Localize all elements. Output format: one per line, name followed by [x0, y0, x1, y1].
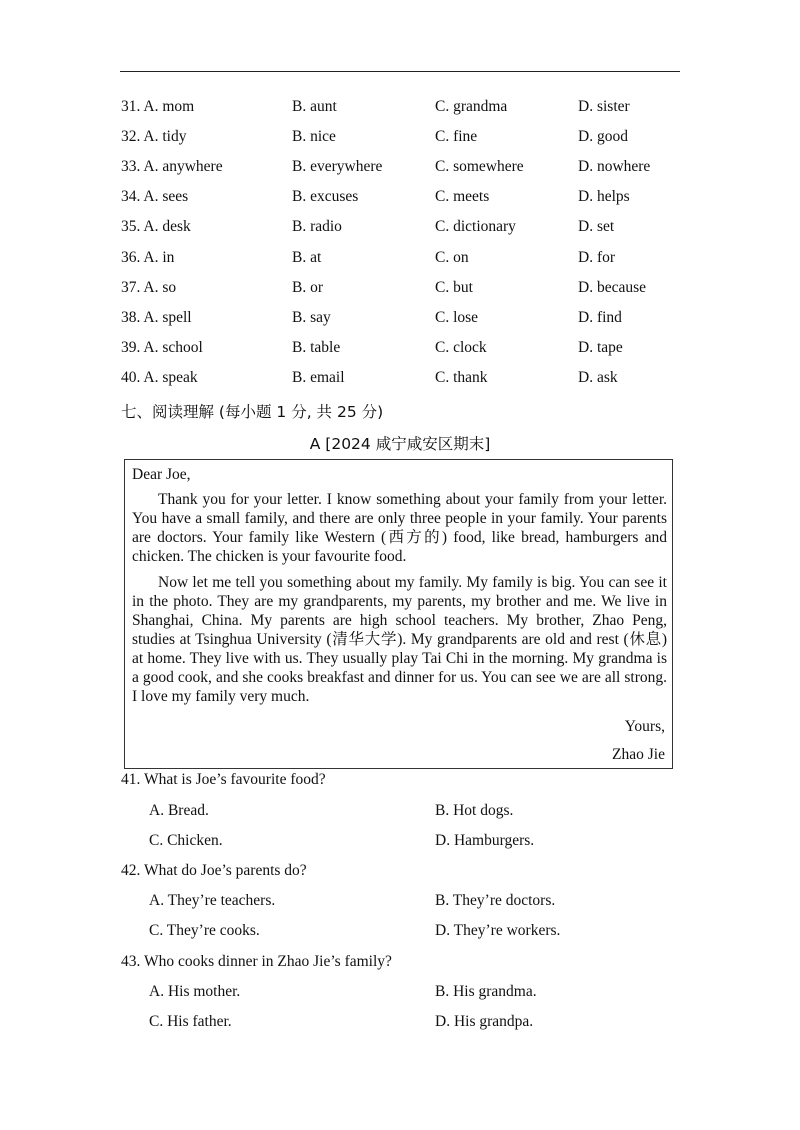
option-c: C. dictionary: [435, 218, 516, 235]
answer-option-a: A. They’re teachers.: [149, 892, 276, 909]
option-c: C. thank: [435, 369, 488, 386]
option-a: 34. A. sees: [121, 188, 189, 205]
option-d: D. because: [578, 279, 646, 296]
option-a: 32. A. tidy: [121, 128, 187, 145]
option-c: C. clock: [435, 339, 487, 356]
option-c: C. somewhere: [435, 158, 524, 175]
answer-option-b: B. His grandma.: [435, 983, 537, 1000]
answer-option-c: C. They’re cooks.: [149, 922, 260, 939]
option-a: 35. A. desk: [121, 218, 191, 235]
option-row-38: [121, 309, 701, 331]
answer-option-b: B. They’re doctors.: [435, 892, 556, 909]
answer-option-d: D. They’re workers.: [435, 922, 561, 939]
letter-paragraph-1: Thank you for your letter. I know something about your family from your letter. You have a small family, and there are only three people in your family. Your parents are doctors. Your family like Western (西方的) food, like bread, hamburgers and chicken. The chicken is your favourite food.: [132, 491, 667, 565]
option-a: 33. A. anywhere: [121, 158, 223, 175]
option-b: B. nice: [292, 128, 336, 145]
answer-option-c: C. Chicken.: [149, 832, 223, 849]
section-title: 七、阅读理解 (每小题 1 分, 共 25 分): [121, 403, 384, 421]
option-c: C. but: [435, 279, 473, 296]
option-row-32: [121, 128, 701, 150]
letter-box: [124, 459, 673, 769]
option-b: B. everywhere: [292, 158, 383, 175]
letter-signature: Zhao Jie: [612, 746, 665, 763]
option-a: 38. A. spell: [121, 309, 192, 326]
option-row-40: [121, 369, 701, 391]
question-43: 43. Who cooks dinner in Zhao Jie’s family?: [121, 953, 392, 970]
option-b: B. table: [292, 339, 341, 356]
option-row-34: [121, 188, 701, 210]
option-c: C. lose: [435, 309, 479, 326]
option-row-31: [121, 98, 701, 120]
option-d: D. good: [578, 128, 628, 145]
top-divider: [120, 71, 680, 72]
option-row-36: [121, 249, 701, 271]
option-b: B. or: [292, 279, 323, 296]
option-a: 39. A. school: [121, 339, 203, 356]
letter-closing: Yours,: [624, 718, 665, 735]
option-c: C. grandma: [435, 98, 508, 115]
option-row-33: [121, 158, 701, 180]
option-d: D. ask: [578, 369, 618, 386]
option-b: B. radio: [292, 218, 342, 235]
option-d: D. find: [578, 309, 622, 326]
answer-option-d: D. His grandpa.: [435, 1013, 534, 1030]
answer-option-b: B. Hot dogs.: [435, 802, 514, 819]
letter-greeting: Dear Joe,: [132, 466, 191, 483]
option-c: C. meets: [435, 188, 490, 205]
passage-heading: A [2024 咸宁咸安区期末]: [309, 435, 491, 453]
option-c: C. fine: [435, 128, 478, 145]
option-a: 40. A. speak: [121, 369, 198, 386]
answer-option-c: C. His father.: [149, 1013, 232, 1030]
answer-option-a: A. Bread.: [149, 802, 209, 819]
option-b: B. at: [292, 249, 322, 266]
option-d: D. sister: [578, 98, 630, 115]
option-d: D. set: [578, 218, 615, 235]
question-42: 42. What do Joe’s parents do?: [121, 862, 307, 879]
option-b: B. excuses: [292, 188, 359, 205]
option-d: D. helps: [578, 188, 630, 205]
answer-option-d: D. Hamburgers.: [435, 832, 535, 849]
option-c: C. on: [435, 249, 469, 266]
option-b: B. say: [292, 309, 331, 326]
option-d: D. nowhere: [578, 158, 651, 175]
option-row-37: [121, 279, 701, 301]
option-d: D. tape: [578, 339, 623, 356]
option-row-39: [121, 339, 701, 361]
option-a: 36. A. in: [121, 249, 175, 266]
answer-option-a: A. His mother.: [149, 983, 241, 1000]
option-row-35: [121, 218, 701, 240]
option-a: 37. A. so: [121, 279, 177, 296]
option-a: 31. A. mom: [121, 98, 195, 115]
option-d: D. for: [578, 249, 616, 266]
question-41: 41. What is Joe’s favourite food?: [121, 771, 326, 788]
option-b: B. email: [292, 369, 345, 386]
option-b: B. aunt: [292, 98, 337, 115]
letter-paragraph-2: Now let me tell you something about my family. My family is big. You can see it in the photo. They are my grandparents, my parents, my brother and me. We live in Shanghai, China. My parents are high school teachers. My brother, Zhao Peng, studies at Tsinghua University (清华大学). My grandparents are old and rest (休息) at home. They live with us. They usually play Tai Chi in the morning. My grandma is a good cook, and she cooks breakfast and dinner for us. You can see we are all strong. I love my family very much.: [132, 574, 667, 705]
